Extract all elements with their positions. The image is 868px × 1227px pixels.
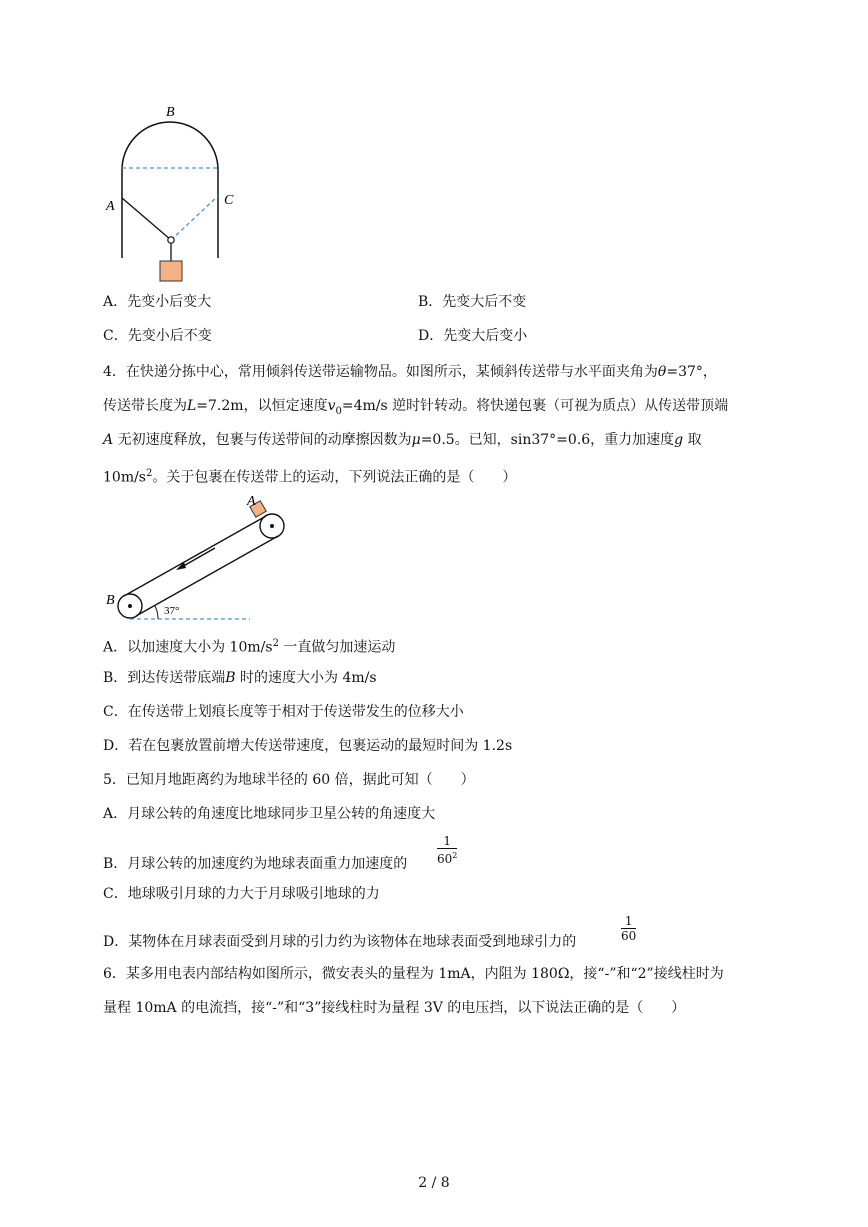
q4-option-c: C．在传送带上划痕长度等于相对于传送带发生的位移大小 bbox=[103, 704, 464, 720]
q5-option-d-fraction: $\frac{1}{60}$ bbox=[621, 914, 637, 943]
q4-stem-line2: 传送带长度为L=7.2m，以恒定速度$v_0=4m/s$ 逆时针转动。将快递包裹（可视为质点）从传送带顶端 bbox=[103, 398, 729, 417]
q5-stem: 5．已知月地距离约为地球半径的 60 倍，据此可知（ ） bbox=[103, 772, 475, 788]
q5-option-b-fraction: $\frac{1}{60^2}$ bbox=[437, 834, 458, 866]
rope-segment-right bbox=[171, 196, 218, 240]
q3-option-b: B．先变大后不变 bbox=[418, 294, 527, 310]
rope-frame-diagram bbox=[100, 100, 260, 285]
q5-option-c: C．地球吸引月球的力大于月球吸引地球的力 bbox=[103, 886, 380, 902]
q4-option-a: A．以加速度大小为 $10m/s^2$ 一直做匀加速运动 bbox=[103, 638, 396, 656]
q4-option-d: D．若在包裹放置前增大传送带速度，包裹运动的最短时间为 1.2s bbox=[103, 738, 513, 754]
q3-option-c: C．先变小后不变 bbox=[103, 328, 212, 344]
q4-stem-line1: 4．在快递分拣中心，常用倾斜传送带运输物品。如图所示，某倾斜传送带与水平面夹角为θ=37°， bbox=[103, 364, 717, 380]
q3-option-a: A．先变小后变大 bbox=[103, 294, 212, 310]
conveyor-belt-diagram bbox=[100, 488, 300, 628]
angle-arc bbox=[155, 606, 158, 619]
label-c: C bbox=[224, 193, 234, 208]
knot bbox=[168, 237, 174, 243]
q5-option-b: B．月球公转的加速度约为地球表面重力加速度的 bbox=[103, 856, 408, 872]
roller-bottom-center bbox=[128, 604, 132, 608]
roller-top-center bbox=[270, 524, 274, 528]
q5-option-a: A．月球公转的角速度比地球同步卫星公转的角速度大 bbox=[103, 806, 436, 822]
q3-option-d: D．先变大后变小 bbox=[418, 328, 528, 344]
belt-upper bbox=[124, 516, 266, 596]
rope-segment-left bbox=[122, 198, 171, 240]
direction-arrow-shaft bbox=[180, 548, 215, 568]
q4-stem-line3: A 无初速度释放，包裹与传送带间的动摩擦因数为μ=0.5。已知，sin37°=0.6，重力加速度g 取 bbox=[103, 432, 702, 448]
q6-stem-line2: 量程 10mA 的电流挡，接“-”和“3”接线柱时为量程 3V 的电压挡，以下说法正确的是（ ） bbox=[103, 1000, 686, 1016]
q6-stem-line1: 6．某多用电表内部结构如图所示，微安表头的量程为 1mA，内阻为 180Ω，接“-”和“2”接线柱时为 bbox=[103, 966, 724, 982]
page-number: 2 / 8 bbox=[418, 1175, 450, 1191]
label-b-bottom: B bbox=[106, 593, 115, 608]
hanging-block bbox=[160, 261, 182, 281]
angle-label: 37° bbox=[164, 605, 180, 617]
label-a: A bbox=[106, 199, 115, 214]
q4-stem-line4: $10m/s^2$。关于包裹在传送带上的运动，下列说法正确的是（ ） bbox=[103, 468, 517, 486]
q4-option-b: B．到达传送带底端B 时的速度大小为 4m/s bbox=[103, 670, 377, 686]
belt-lower bbox=[136, 536, 278, 616]
label-b: B bbox=[166, 105, 175, 120]
label-a-top: A bbox=[247, 494, 256, 509]
q5-option-d: D．某物体在月球表面受到月球的引力约为该物体在地球表面受到地球引力的 bbox=[103, 934, 577, 950]
